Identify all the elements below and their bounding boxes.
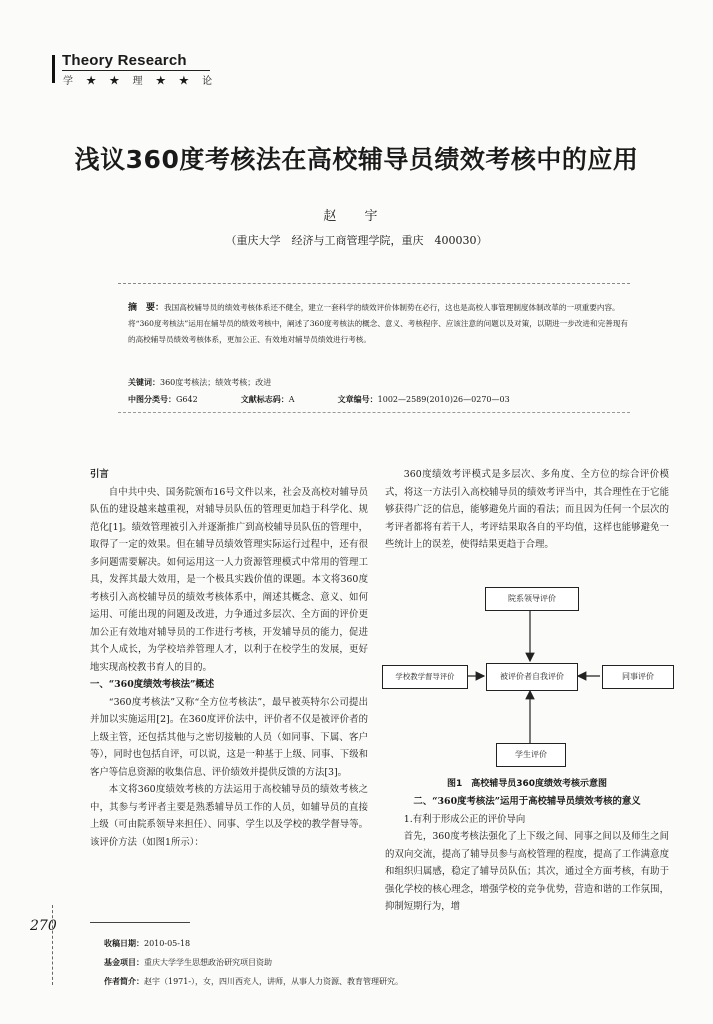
- figure-caption: 图1 高校辅导员360度绩效考核示意图: [446, 779, 608, 789]
- page-number: 270: [30, 918, 57, 934]
- journal-title: Theory Research: [62, 52, 187, 69]
- keywords-label: 关键词：: [128, 377, 160, 387]
- page-margin-rule: [52, 905, 54, 985]
- paragraph: 首先，360度考核法强化了上下级之间、同事之间以及师生之间的双向交流，提高了辅导员参与高校管理的程度，提高了工作满意度和组织归属感，稳定了辅导员队伍；其次，通过全方面考核，有助于强化学校的核心理念，增强学校的竞争优势，营造和谐的工作氛围，抑制短期行为，增: [385, 831, 669, 912]
- left-column: [90, 466, 368, 851]
- heading-section-1: 一、“360度绩效考核法”概述: [90, 679, 215, 690]
- classification-line: [128, 394, 510, 405]
- keywords-text: 360度考核法；绩效考核；改进: [160, 378, 272, 387]
- keywords: [128, 377, 271, 388]
- heading-section-2: 二、“360度考核法”运用于高校辅导员绩效考核的意义: [413, 796, 641, 807]
- paragraph: “360度考核法”又称“全方位考核法”，最早被英特尔公司提出并加以实施运用[2]。在360度评价法中，评价者不仅是被评价者的上级主管，还包括其他与之密切接触的人员（如同事、下属、客户等），同时也包括自评，可以说，这是一种基于上级、同事、下级和客户等信息资源的收集信息、评价绩效并提供反馈的方法[3]。: [90, 696, 368, 778]
- footnote-fund: [104, 953, 403, 972]
- box-teaching-supervisor: 学校教学督导评价: [382, 665, 468, 689]
- article-number-value: 1002—2589(2010)26—0270—03: [377, 395, 510, 404]
- paragraph: 360度绩效考评模式是多层次、多角度、全方位的综合评价模式，将这一方法引入高校辅导员的绩效考评当中，其合理性在于它能够获得广泛的信息，能够避免片面的看法；而且因为任何一个层次的考评者都将有若干人，考评结果取各自的平均值，这样也能够避免一些统计上的误差，使得结果更趋于合理。: [385, 469, 669, 550]
- bio-label: 作者简介：: [104, 976, 144, 986]
- box-self-evaluation: 被评价者自我评价: [486, 663, 578, 691]
- received-label: 收稿日期：: [104, 938, 144, 948]
- abstract: [128, 300, 628, 348]
- doc-code-label: 文献标志码：: [240, 394, 289, 404]
- header-rule: [62, 70, 210, 71]
- figure-360-diagram: [380, 575, 680, 775]
- box-peer-evaluation: 同事评价: [602, 665, 674, 689]
- right-column-top: [385, 466, 669, 554]
- clc-value: G642: [176, 395, 198, 404]
- box-department-leader: 院系领导评价: [485, 587, 579, 611]
- paragraph: 本文将360度绩效考核的方法运用于高校辅导员的绩效考核之中，其参与考评者主要是熟悉辅导员工作的人员，如辅导员的直接上级（可由院系领导来担任）、同事、学生以及学校的教学督导等。该评价方法（如图1所示）：: [90, 784, 368, 848]
- header-bar: [52, 55, 55, 83]
- footnote-bio: [104, 972, 403, 991]
- abstract-label: 摘 要：: [128, 303, 165, 313]
- abstract-bottom-rule: [118, 412, 630, 413]
- heading-intro: 引言: [90, 469, 109, 480]
- abstract-text: 我国高校辅导员的绩效考核体系还不健全，建立一套科学的绩效评价体制势在必行，这也是高校人事管理制度体制改革的一项重要内容。将“360度考核法”运用在辅导员的绩效考核中，阐述了360度考核法的概念、意义、考核程序、应该注意的问题以及对策，以期进一步改进和完善现有的高校辅导员绩效考核体系，更加公正、有效地对辅导员绩效进行考核。: [128, 303, 628, 344]
- journal-subtitle: 学 ★ ★ 理 ★ ★ 论: [63, 76, 218, 87]
- right-column-bottom: [385, 793, 669, 916]
- article-title: 浅议360度考核法在高校辅导员绩效考核中的应用: [74, 145, 639, 174]
- fund-label: 基金项目：: [104, 957, 144, 967]
- footnote-rule: [90, 922, 190, 923]
- abstract-top-rule: [118, 283, 630, 284]
- clc-label: 中图分类号：: [128, 394, 176, 404]
- footnote-received: [104, 934, 403, 953]
- fund-text: 重庆大学学生思想政治研究项目资助: [144, 958, 272, 967]
- article-number-label: 文章编号：: [337, 394, 378, 404]
- box-student-evaluation: 学生评价: [496, 743, 566, 767]
- affiliation: （重庆大学 经济与工商管理学院，重庆 400030）: [225, 234, 488, 247]
- bio-text: 赵宇（1971-），女，四川西充人，讲师，从事人力资源、教育管理研究。: [144, 977, 404, 986]
- author: 赵 宇: [323, 209, 390, 224]
- received-date: 2010-05-18: [144, 939, 191, 948]
- footnotes: [104, 934, 403, 991]
- paragraph: 自中共中央、国务院颁布16号文件以来，社会及高校对辅导员队伍的建设越来越重视，对辅导员队伍的管理更加趋于科学化、规范化[1]。绩效管理被引入并逐渐推广到高校辅导员队伍的管理中，取得了一定的效果。但在辅导员绩效管理实际运行过程中，还有很多问题需要解决。如何运用这一人力资源管理模式中常用的管理工具，发挥其最大效用，是一个极具实践价值的课题。本文将360度考核引入高校辅导员的绩效考核体系中，阐述其概念、意义、如何运用、可能出现的问题及改进，力争通过多层次、全方面的评价更加公正有效地对辅导员的工作进行考核，开发辅导员的能力，促进其个人成长，为学校培养管理人才，以利于在校学生的发展，更好地实现高校教书育人的目的。: [90, 486, 368, 673]
- subheading-1: 1.有利于形成公正的评价导向: [403, 813, 526, 825]
- doc-code-value: A: [288, 395, 295, 404]
